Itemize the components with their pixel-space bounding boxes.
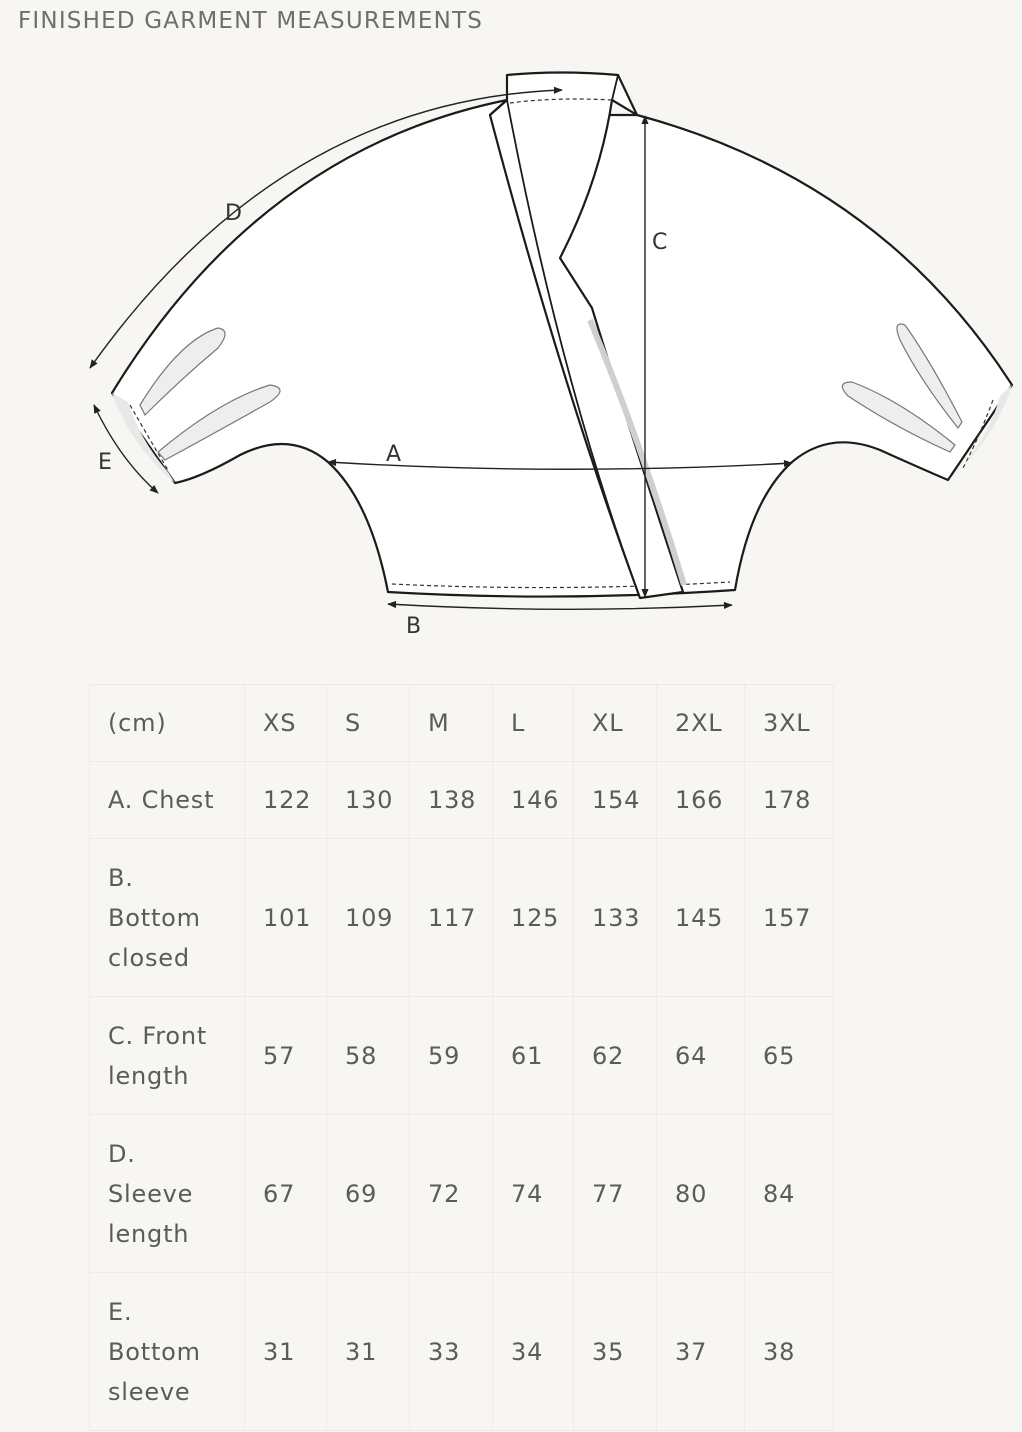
table-cell: 130 [327,762,410,839]
table-cell: 61 [493,997,574,1115]
table-row [90,1115,834,1273]
table-cell: 31 [245,1273,327,1431]
table-cell: 31 [327,1273,410,1431]
table-cell: 117 [410,839,493,997]
row-label: E. Bottom sleeve [90,1273,245,1431]
row-label: B. Bottom closed [90,839,245,997]
table-cell: 37 [657,1273,745,1431]
measure-line-b [388,604,732,609]
table-row [90,762,834,839]
table-cell: 157 [745,839,834,997]
table-cell: 38 [745,1273,834,1431]
table-row [90,839,834,997]
row-label: A. Chest [90,762,245,839]
size-header: S [327,685,410,762]
table-cell: 57 [245,997,327,1115]
table-cell: 154 [574,762,657,839]
unit-header: (cm) [90,685,245,762]
table-cell: 35 [574,1273,657,1431]
table-cell: 138 [410,762,493,839]
label-c: C [652,230,668,255]
table-cell: 33 [410,1273,493,1431]
table-cell: 109 [327,839,410,997]
label-a: A [386,442,402,467]
table-cell: 166 [657,762,745,839]
table-cell: 80 [657,1115,745,1273]
table-cell: 74 [493,1115,574,1273]
size-header: 2XL [657,685,745,762]
table-cell: 65 [745,997,834,1115]
size-header: XL [574,685,657,762]
table-cell: 72 [410,1115,493,1273]
table-cell: 84 [745,1115,834,1273]
size-header: 3XL [745,685,834,762]
table-cell: 125 [493,839,574,997]
measurements-table [89,684,834,1431]
row-label: C. Front length [90,997,245,1115]
table-cell: 122 [245,762,327,839]
table-cell: 59 [410,997,493,1115]
table-cell: 178 [745,762,834,839]
table-header-row [90,685,834,762]
table-cell: 62 [574,997,657,1115]
table-cell: 77 [574,1115,657,1273]
table-cell: 64 [657,997,745,1115]
page-heading: FINISHED GARMENT MEASUREMENTS [18,8,484,34]
table-cell: 146 [493,762,574,839]
table-cell: 101 [245,839,327,997]
table-cell: 145 [657,839,745,997]
label-b: B [406,614,422,639]
table-cell: 69 [327,1115,410,1273]
row-label: D. Sleeve length [90,1115,245,1273]
label-e: E [98,450,112,475]
garment-diagram [0,55,1022,645]
table-cell: 58 [327,997,410,1115]
size-header: M [410,685,493,762]
size-header: L [493,685,574,762]
table-row [90,997,834,1115]
table-cell: 34 [493,1273,574,1431]
size-header: XS [245,685,327,762]
table-cell: 133 [574,839,657,997]
table-row [90,1273,834,1431]
label-d: D [225,201,242,226]
table-cell: 67 [245,1115,327,1273]
